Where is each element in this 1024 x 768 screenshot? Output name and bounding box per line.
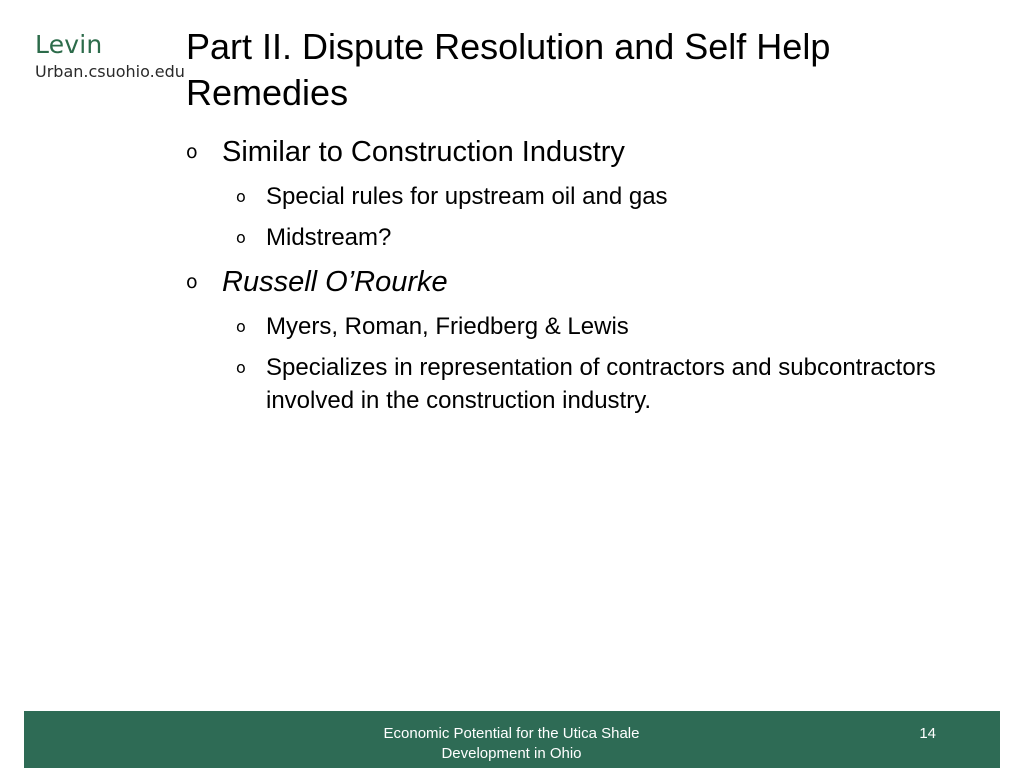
hollow-bullet-icon: o [236,228,246,247]
levin-logo [35,30,185,82]
slide-title: Part II. Dispute Resolution and Self Help Remedies [186,26,831,113]
sub-bullet-item-law-firm [222,310,976,343]
sub-bullet-item-midstream [222,221,976,254]
logo-url: Urban.csuohio.edu [35,62,185,81]
logo-name: Levin [35,30,103,59]
sub-bullet-list [222,180,976,254]
sub-bullet-list [222,310,976,417]
footer-text: Economic Potential for the Utica Shale Development in Ohio [383,725,640,762]
sub-bullet-text: Midstream? [266,224,392,251]
sub-bullet-item-upstream [222,180,976,213]
hollow-bullet-icon: o [236,358,246,377]
page-number: 14 [919,725,936,742]
bullet-item-russell-orourke [186,262,976,417]
footer-bar [24,711,1000,768]
bullet-text: Similar to Construction Industry [222,136,625,168]
sub-bullet-text: Myers, Roman, Friedberg & Lewis [266,313,629,340]
bullet-text: Russell O’Rourke [222,266,448,298]
slide-content [186,132,976,425]
sub-bullet-text: Specializes in representation of contractors and subcontractors involved in the construction industry. [266,354,936,414]
sub-bullet-text: Special rules for upstream oil and gas [266,183,668,210]
bullet-item-construction [186,132,976,254]
bullet-list [186,132,976,417]
sub-bullet-item-specialization [222,351,976,417]
hollow-bullet-icon: o [186,271,198,293]
hollow-bullet-icon: o [236,187,246,206]
hollow-bullet-icon: o [236,317,246,336]
hollow-bullet-icon: o [186,141,198,163]
